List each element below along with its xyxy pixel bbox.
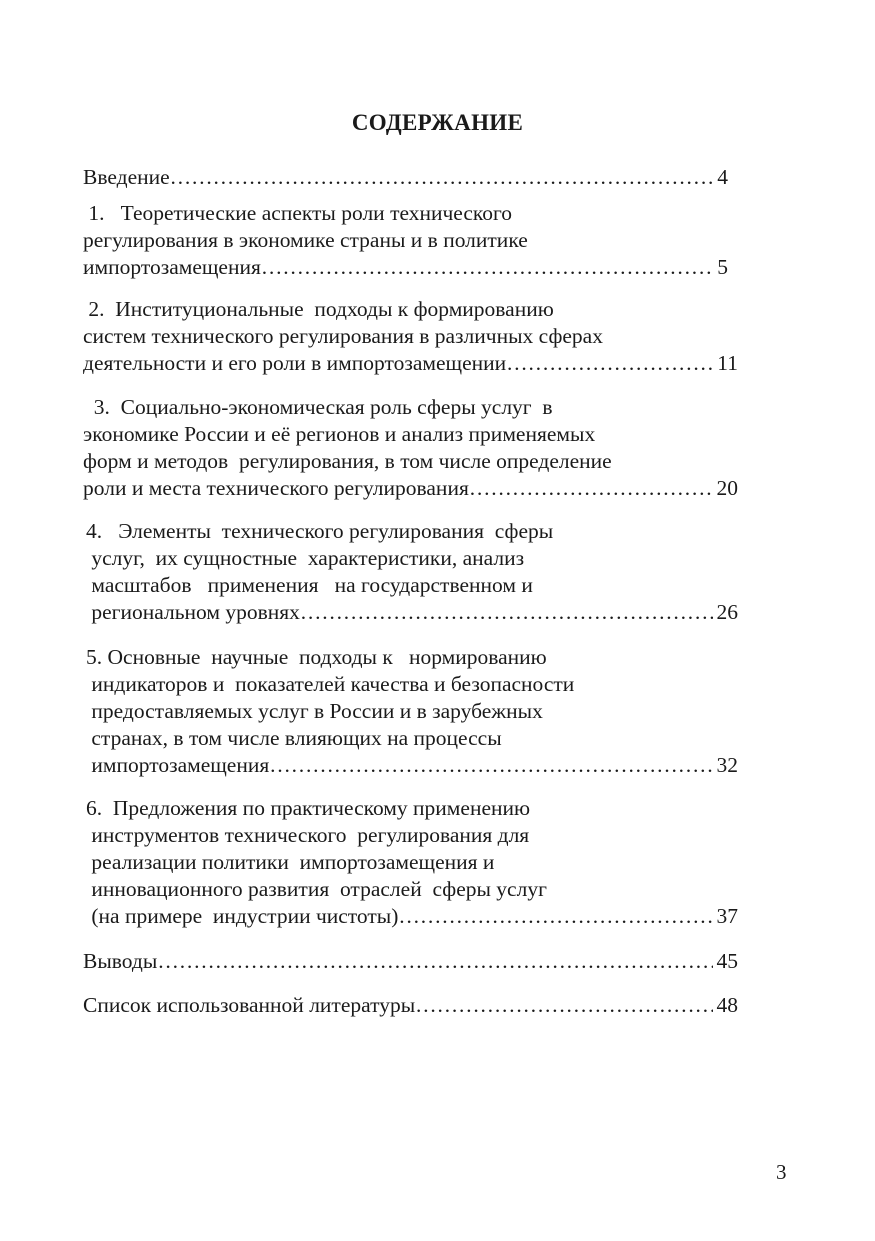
toc-entry-text: (на примере индустрии чистоты) <box>86 904 399 928</box>
toc-entry-3 <box>83 394 738 502</box>
toc-entry-line: странах, в том числе влияющих на процессы <box>86 726 502 750</box>
dot-leader <box>269 752 712 779</box>
toc-page-number: 4 <box>717 165 728 189</box>
toc-entry-text: импортозамещения <box>86 753 270 777</box>
toc-entry-2 <box>83 296 738 377</box>
toc-entry-line: 6. Предложения по практическому применению <box>86 796 531 820</box>
toc-entry-line: регулирования в экономике страны и в политике <box>83 228 528 252</box>
toc-entry-text: региональном уровнях <box>86 600 300 624</box>
page-title: СОДЕРЖАНИЕ <box>351 110 524 135</box>
toc-entry-line: 5. Основные научные подходы к нормированию <box>86 645 547 669</box>
toc-entry-line: предоставляемых услуг в России и в зарубежных <box>86 699 543 723</box>
toc-entry-line: инструментов технического регулирования для <box>86 823 530 847</box>
dot-leader <box>415 992 712 1019</box>
dot-leader <box>261 254 713 281</box>
toc-entry-text: Введение <box>83 165 170 189</box>
toc-entry-last-line <box>86 599 738 626</box>
toc-page-number: 5 <box>717 255 728 279</box>
toc-entry-text: Выводы <box>83 949 158 973</box>
dot-leader <box>506 350 713 377</box>
toc-entry-last-line <box>86 903 738 930</box>
toc-entry-introduction <box>83 164 728 191</box>
toc-page-number: 32 <box>716 753 738 777</box>
toc-entry-references <box>83 992 738 1019</box>
toc-page-number: 45 <box>716 949 738 973</box>
toc-entry-text: роли и места технического регулирования <box>83 476 469 500</box>
toc-entry-line: 1. Теоретические аспекты роли технического <box>83 201 513 225</box>
toc-page-number: 48 <box>716 993 738 1017</box>
toc-entry-4 <box>86 518 738 626</box>
toc-entry-text: деятельности и его роли в импортозамещении <box>83 351 507 375</box>
toc-entry-last-line <box>86 752 738 779</box>
toc-entry-line: форм и методов регулирования, в том числе определение <box>83 449 612 473</box>
toc-entry-line: 4. Элементы технического регулирования сферы <box>86 519 554 543</box>
toc-entry-line: 3. Социально-экономическая роль сферы услуг в <box>83 395 553 419</box>
toc-entry-last-line <box>83 948 738 975</box>
toc-entry-6 <box>86 795 738 930</box>
toc-entry-last-line <box>83 475 738 502</box>
page-number: 3 <box>776 1160 787 1184</box>
toc-entry-last-line <box>83 992 738 1019</box>
toc-entry-line: реализации политики импортозамещения и <box>86 850 495 874</box>
toc-page-number: 37 <box>716 904 738 928</box>
toc-entry-last-line <box>83 164 728 191</box>
toc-entry-line: услуг, их сущностные характеристики, анализ <box>86 546 525 570</box>
toc-page-number: 20 <box>716 476 738 500</box>
toc-entry-last-line <box>83 350 738 377</box>
toc-page-number: 26 <box>716 600 738 624</box>
dot-leader <box>170 164 714 191</box>
dot-leader <box>300 599 713 626</box>
toc-entry-line: инновационного развития отраслей сферы услуг <box>86 877 547 901</box>
toc-entry-text: импортозамещения <box>83 255 261 279</box>
toc-entry-5 <box>86 644 738 779</box>
toc-entry-last-line <box>83 254 728 281</box>
toc-entry-line: индикаторов и показателей качества и безопасности <box>86 672 575 696</box>
toc-entry-line: систем технического регулирования в различных сферах <box>83 324 603 348</box>
toc-entry-conclusions <box>83 948 738 975</box>
dot-leader <box>398 903 712 930</box>
toc-page-number: 11 <box>717 351 738 375</box>
toc-entry-line: 2. Институциональные подходы к формированию <box>83 297 554 321</box>
dot-leader <box>469 475 713 502</box>
toc-entry-line: масштабов применения на государственном и <box>86 573 533 597</box>
toc-entry-text: Список использованной литературы <box>83 993 416 1017</box>
dot-leader <box>157 948 712 975</box>
toc-entry-1 <box>83 200 728 281</box>
toc-entry-line: экономике России и её регионов и анализ применяемых <box>83 422 596 446</box>
